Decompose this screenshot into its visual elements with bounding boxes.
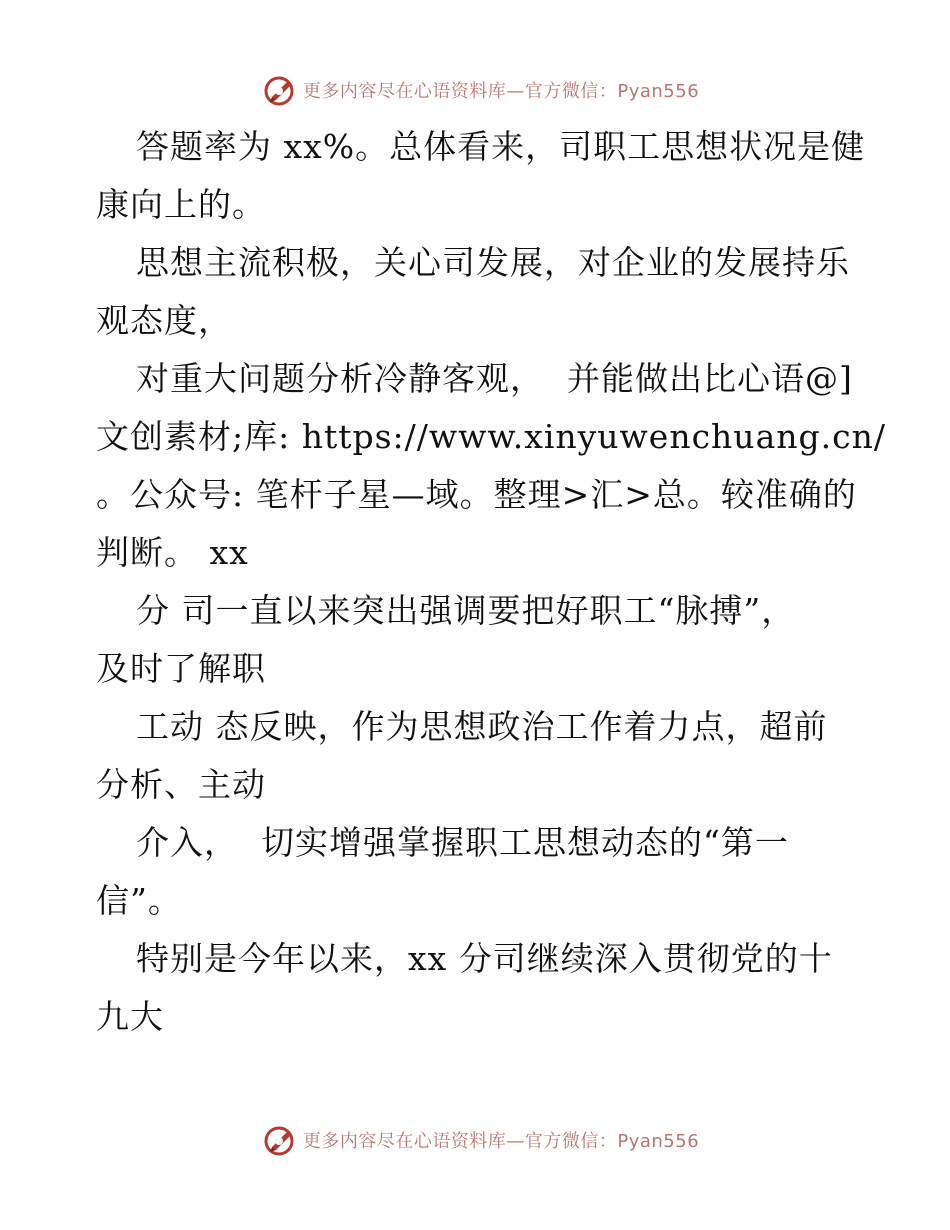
text-line: 判断。 xx [96,533,249,572]
text-line: 工动 态反映，作为思想政治工作着力点，超前 [136,707,828,746]
text-line: 介入， 切实增强掌握职工思想动态的“第一 [136,823,789,862]
pen-logo-icon [263,73,297,107]
header-banner [0,70,950,110]
text-line: 答题率为 xx%。总体看来，司职工思想状况是健 [136,127,866,166]
text-line: 观态度， [96,301,232,340]
footer-banner-text: 更多内容尽在心语资料库—官方微信：Pyan556 [302,1131,700,1152]
text-line: 思想主流积极，关心司发展，对企业的发展持乐 [136,243,850,282]
text-line: 九大 [96,997,164,1036]
text-line: 特别是今年以来，xx 分司继续深入贯彻党的十 [136,939,833,978]
pen-logo-icon [263,1123,297,1157]
text-line: 信”。 [96,881,182,920]
footer-banner [0,1120,950,1160]
text-line: 分析、主动 [96,765,266,804]
text-line: 文创素材;库: https://www.xinyuwenchuang.cn/ [96,417,886,456]
text-line: 康向上的。 [96,185,266,224]
body-text [96,118,886,1046]
text-line: 。公众号: 笔杆子星—域。整理>汇>总。较准确的 [96,475,857,514]
header-banner-text: 更多内容尽在心语资料库—官方微信：Pyan556 [302,81,700,102]
text-line: 对重大问题分析冷静客观， 并能做出比心语@] [136,359,853,398]
text-line: 分 司一直以来突出强调要把好职工“脉搏”， [136,591,796,630]
text-line: 及时了解职 [96,649,266,688]
